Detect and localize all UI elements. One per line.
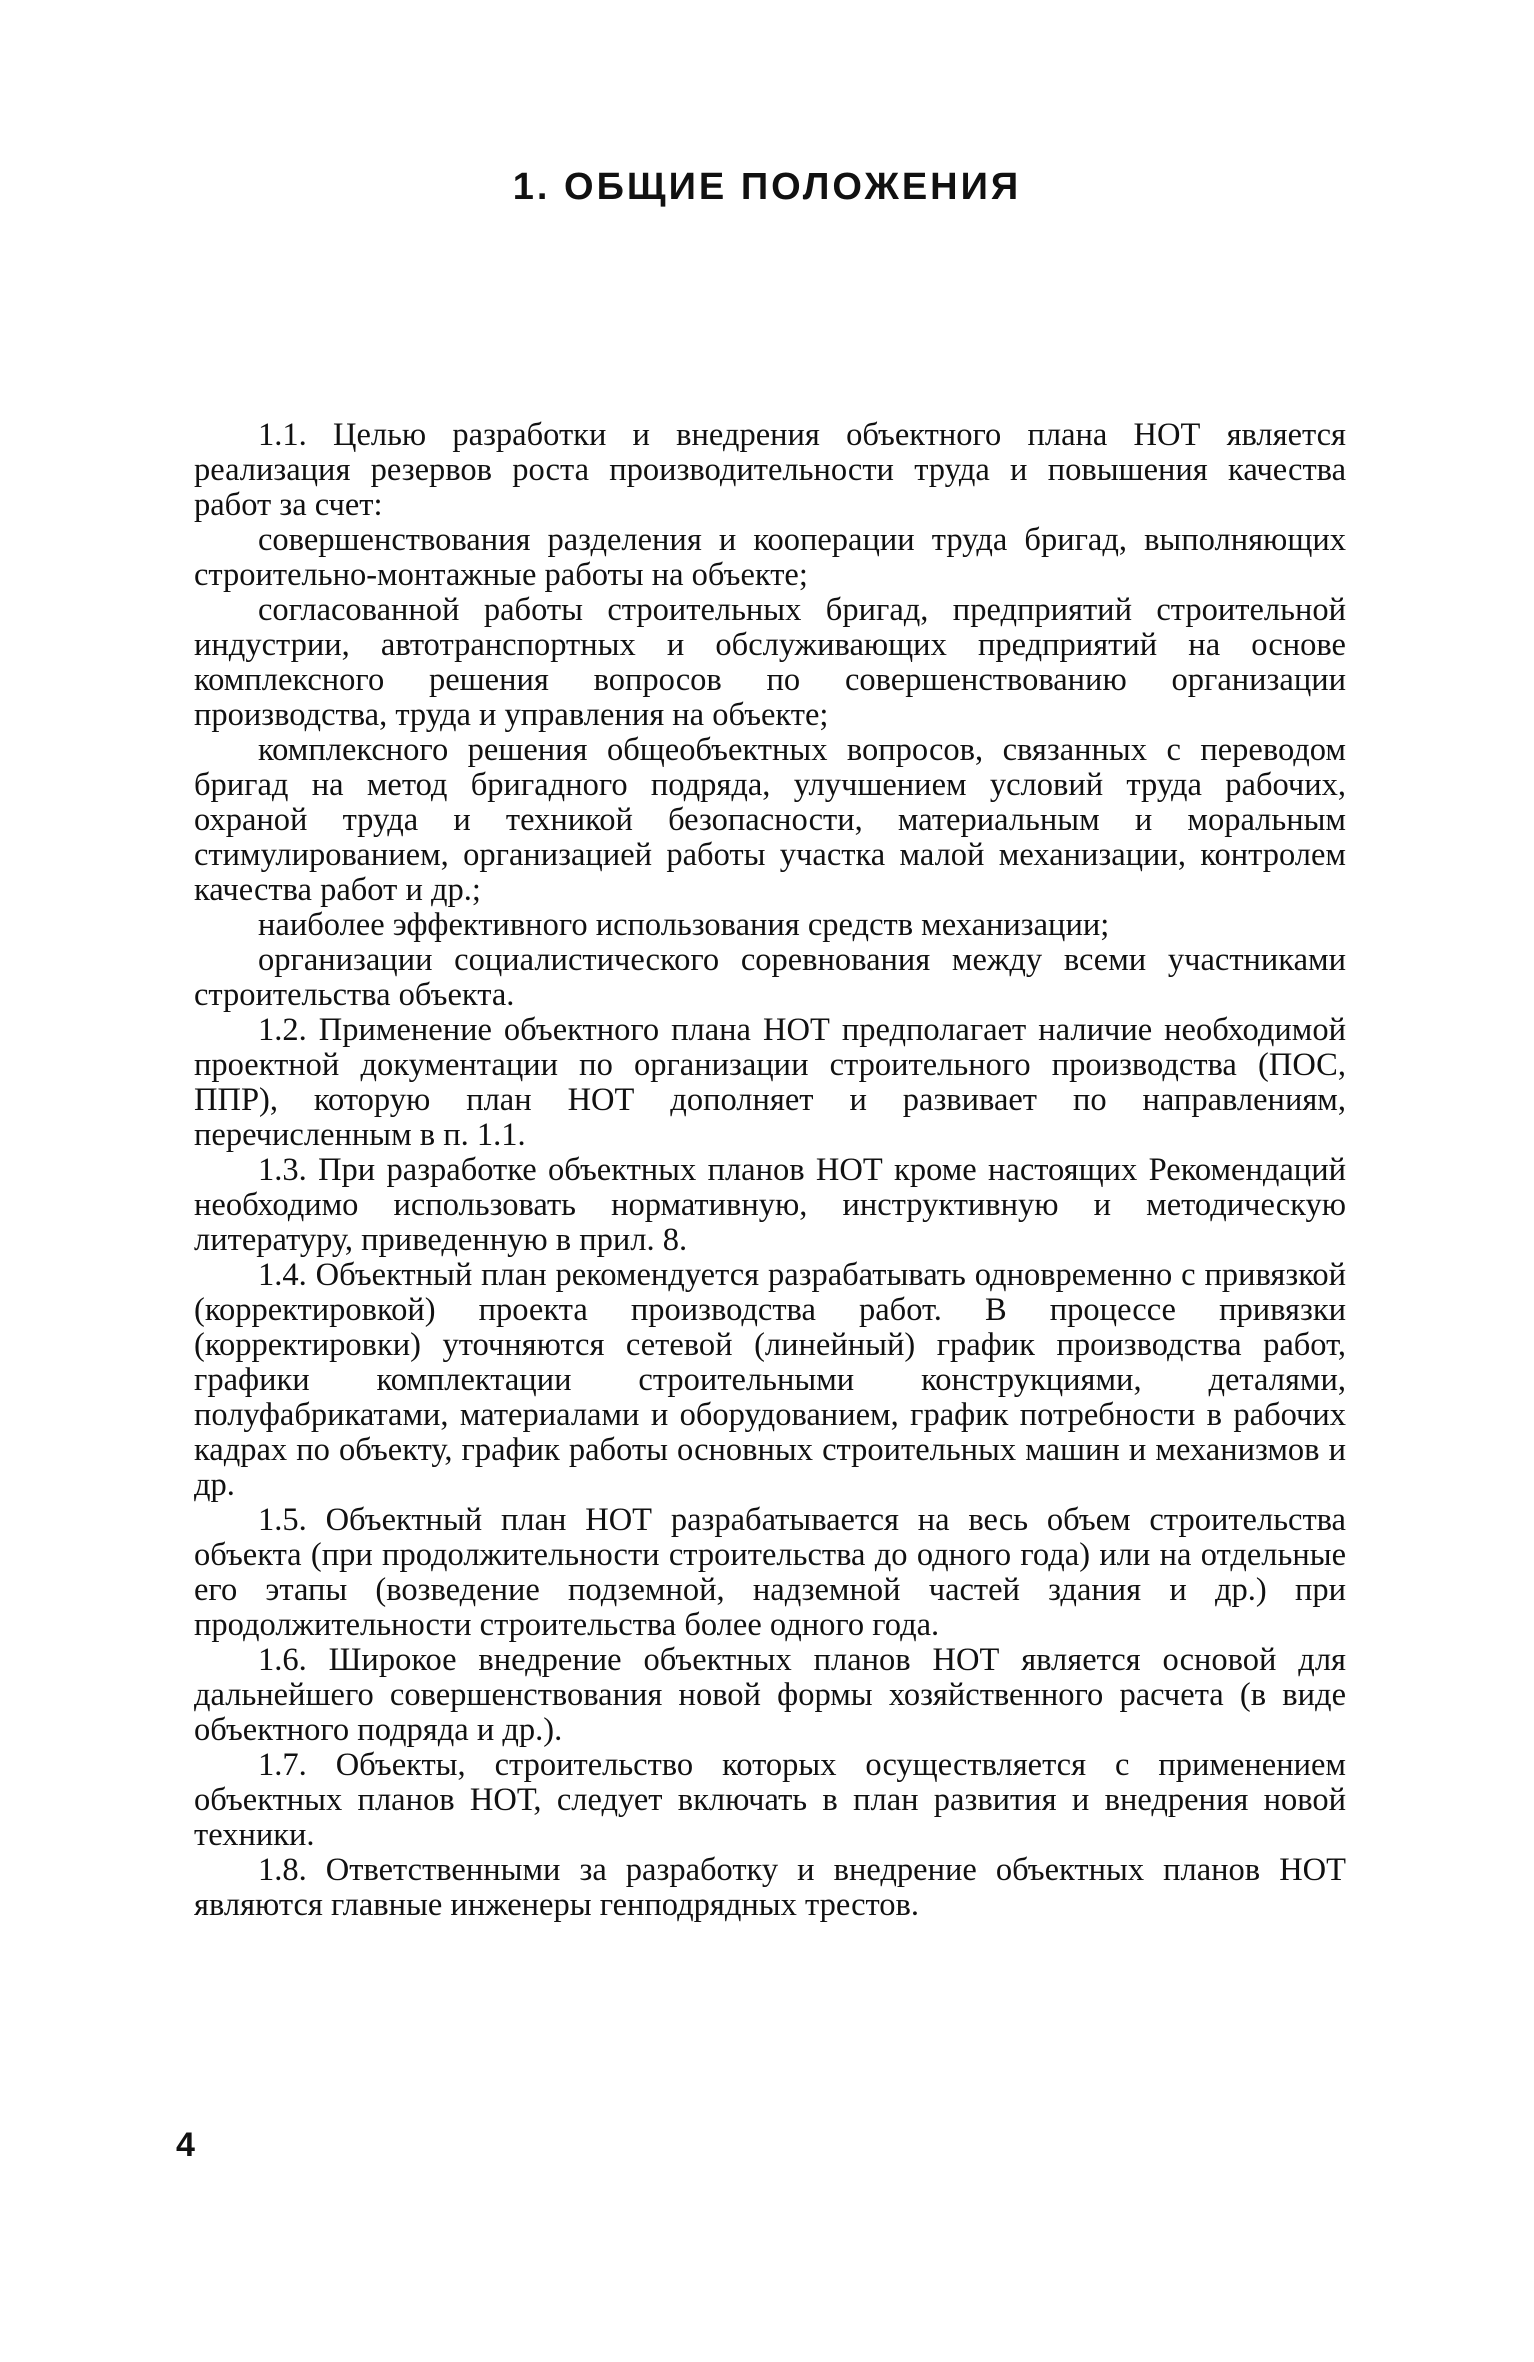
paragraph-1-7: 1.7. Объекты, строительство которых осуществляется с применением объектных планов НОТ, следует включать в план развития и внедрения новой техники. [194,1747,1346,1853]
paragraph-1-6: 1.6. Широкое внедрение объектных планов НОТ является основой для дальнейшего совершенствования новой формы хозяйственного расчета (в виде объектного подряда и др.). [194,1642,1346,1748]
paragraph-1-2: 1.2. Применение объектного плана НОТ предполагает наличие необходимой проектной документации по организации строительного производства (ПОС, ППР), которую план НОТ дополняет и развивает по направлениям, перечисленным в п. 1.1. [194,1012,1346,1153]
paragraph-1-5: 1.5. Объектный план НОТ разрабатывается на весь объем строительства объекта (при продолжительности строительства до одного года) или на отдельные его этапы (возведение подземной, надземной частей здания и др.) при продолжительности строительства более одного года. [194,1502,1346,1643]
paragraph-1-8: 1.8. Ответственными за разработку и внедрение объектных планов НОТ являются главные инженеры генподрядных трестов. [194,1852,1346,1923]
paragraph-1-1: 1.1. Целью разработки и внедрения объектного плана НОТ является реализация резервов роста производительности труда и повышения качества работ за счет: [194,417,1346,523]
list-item-division-of-labor: совершенствования разделения и кооперации труда бригад, выполняющих строительно-монтажные работы на объекте; [194,522,1346,593]
body-text [194,418,1346,1923]
list-item-competition: организации социалистического соревнования между всеми участниками строительства объекта. [194,942,1346,1013]
list-item-mechanization: наиболее эффективного использования средств механизации; [258,907,1110,943]
page-number: 4 [176,2126,195,2164]
paragraph-1-4: 1.4. Объектный план рекомендуется разрабатывать одновременно с привязкой (корректировкой) проекта производства работ. В процессе привязки (корректировки) уточняются сетевой (линейный) график производства работ, графики комплектации строительными конструкциями, деталями, полуфабрикатами, материалами и оборудованием, график потребности в рабочих кадрах по объекту, график работы основных строительных машин и механизмов и др. [194,1257,1346,1503]
list-item-complex-solution: комплексного решения общеобъектных вопросов, связанных с переводом бригад на метод бригадного подряда, улучшением условий труда рабочих, охраной труда и техникой безопасности, материальным и моральным стимулированием, организацией работы участка малой механизации, контролем качества работ и др.; [194,732,1346,908]
paragraph-1-3: 1.3. При разработке объектных планов НОТ кроме настоящих Рекомендаций необходимо использовать нормативную, инструктивную и методическую литературу, приведенную в прил. 8. [194,1152,1346,1258]
section-title: 1. ОБЩИЕ ПОЛОЖЕНИЯ [512,166,1022,208]
list-item-coordinated-work: согласованной работы строительных бригад, предприятий строительной индустрии, автотранспортных и обслуживающих предприятий на основе комплексного решения вопросов по совершенствованию организации производства, труда и управления на объекте; [194,592,1346,733]
